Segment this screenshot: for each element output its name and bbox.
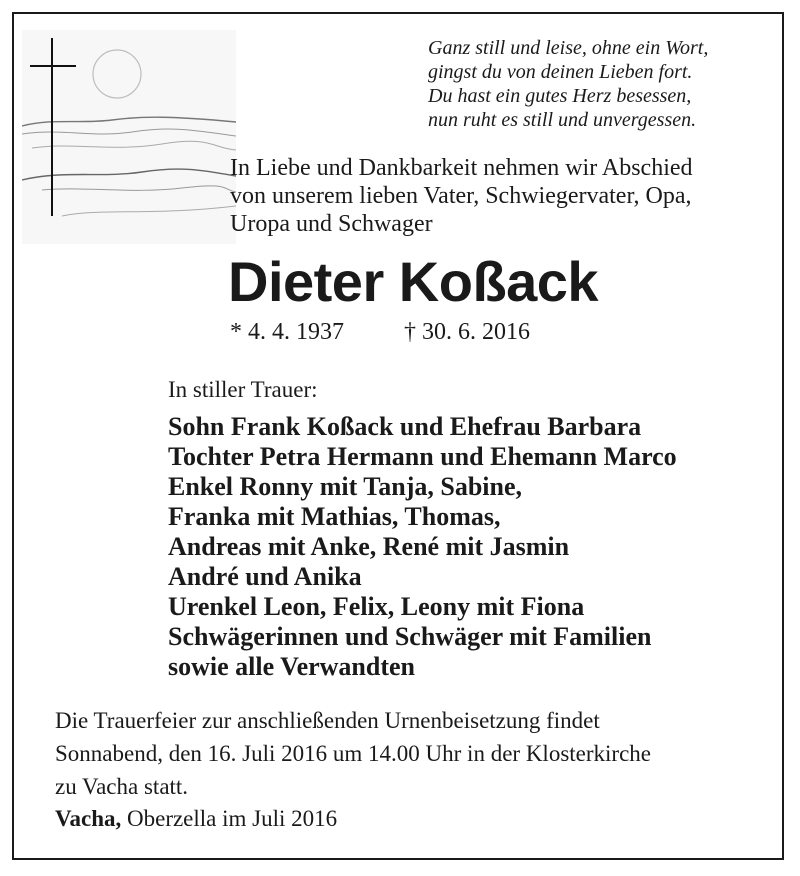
mourner-line: sowie alle Verwandten: [168, 652, 415, 681]
poem-line: Ganz still und leise, ohne ein Wort,: [428, 37, 709, 59]
cross-landscape-illustration: [22, 30, 236, 244]
mourners-list: [168, 412, 778, 682]
poem-line: gingst du von deinen Lieben fort.: [428, 61, 693, 83]
service-line: Sonnabend, den 16. Juli 2016 um 14.00 Uhr in der Klosterkirche: [55, 741, 651, 766]
place-rest: Oberzella im Juli 2016: [121, 806, 338, 831]
mourner-line: Tochter Petra Hermann und Ehemann Marco: [168, 442, 677, 471]
intro-text: [230, 154, 770, 238]
service-line: zu Vacha statt.: [55, 774, 189, 799]
place-date: [55, 805, 337, 833]
poem: [428, 36, 768, 132]
place-city: Vacha,: [55, 806, 122, 831]
mourner-line: Andreas mit Anke, René mit Jasmin: [168, 532, 570, 561]
mourner-line: Urenkel Leon, Felix, Leony mit Fiona: [168, 592, 585, 621]
intro-line: Uropa und Schwager: [230, 211, 433, 237]
intro-line: In Liebe und Dankbarkeit nehmen wir Abschied: [230, 155, 693, 181]
poem-line: nun ruht es still und unvergessen.: [428, 109, 697, 131]
death-date: † 30. 6. 2016: [404, 319, 530, 345]
mourner-line: Franka mit Mathias, Thomas,: [168, 502, 501, 531]
life-dates: [230, 318, 530, 346]
service-info: [55, 704, 775, 803]
mourner-line: Sohn Frank Koßack und Ehefrau Barbara: [168, 412, 642, 441]
poem-line: Du hast ein gutes Herz besessen,: [428, 85, 692, 107]
birth-date: * 4. 4. 1937: [230, 319, 344, 345]
intro-line: von unserem lieben Vater, Schwiegervater, Opa,: [230, 183, 692, 209]
service-line: Die Trauerfeier zur anschließenden Urnenbeisetzung findet: [55, 708, 600, 733]
mourning-label: In stiller Trauer:: [168, 377, 318, 402]
mourner-line: Schwägerinnen und Schwäger mit Familien: [168, 622, 652, 651]
mourner-line: André und Anika: [168, 562, 362, 591]
deceased-name: Dieter Koßack: [228, 250, 599, 313]
mourner-line: Enkel Ronny mit Tanja, Sabine,: [168, 472, 523, 501]
